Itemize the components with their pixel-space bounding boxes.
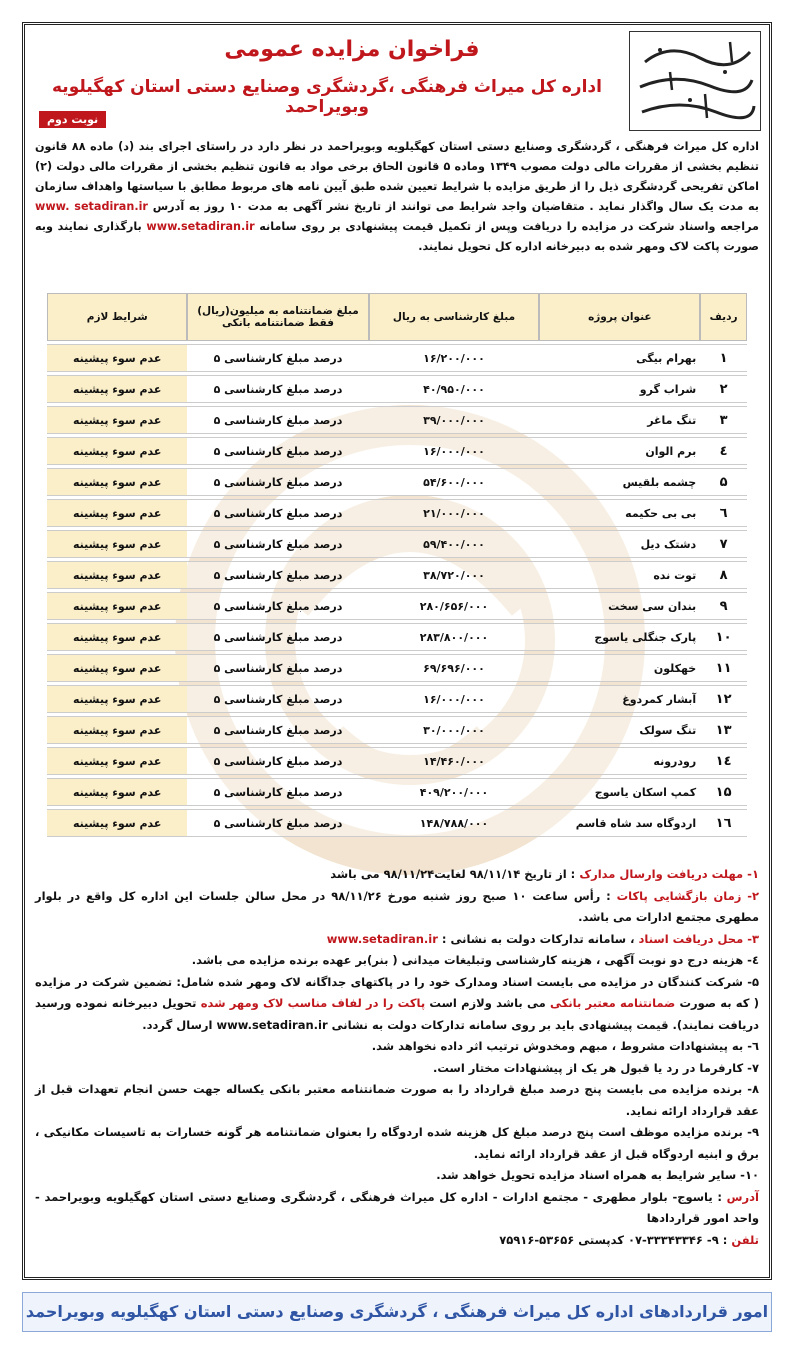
note-10: ۱۰- سایر شرایط به همراه اسناد مزایده تحویل خواهد شد. — [436, 1168, 759, 1182]
page-title: فراخوان مزایده عمومی — [224, 37, 480, 62]
intro-text-3: بارگذاری نمایند وبه صورت پاکت لاک ومهر شده به دبیرخانه اداره کل تحویل نمایند. — [35, 220, 759, 253]
cell-name: اردوگاه سد شاه قاسم — [539, 809, 700, 837]
ad-frame — [22, 22, 772, 1280]
cell-price: ۱۶/۰۰۰/۰۰۰ — [369, 685, 540, 713]
cell-idx: ٤ — [700, 437, 747, 465]
cell-cond: عدم سوء پیشینه — [47, 344, 187, 372]
cell-bond: درصد مبلغ کارشناسی ۵ — [187, 499, 368, 527]
intro-paragraph — [35, 137, 759, 257]
intro-text-2: مراجعه واسناد شرکت در مزایده را دریافت وپس از تکمیل قیمت پیشنهادی بر روی سامانه — [259, 220, 759, 233]
conditions-list — [35, 864, 759, 1251]
note-4: ٤- هزینه درج دو نوبت آگهی ، هزینه کارشناسی وتبلیغات میدانی ( بنر)بر عهده برنده مزایده می باشد. — [191, 953, 759, 967]
cell-name: بندان سی سخت — [539, 592, 700, 620]
cell-bond: درصد مبلغ کارشناسی ۵ — [187, 809, 368, 837]
note-3-text: ، سامانه تدارکات دولت به نشانی : — [441, 931, 635, 946]
cell-bond: درصد مبلغ کارشناسی ۵ — [187, 561, 368, 589]
cell-price: ۴۰/۹۵۰/۰۰۰ — [369, 375, 540, 403]
cell-cond: عدم سوء پیشینه — [47, 592, 187, 620]
table-row — [47, 778, 747, 806]
table-row — [47, 468, 747, 496]
cell-idx: ۱ — [700, 344, 747, 372]
cell-cond: عدم سوء پیشینه — [47, 809, 187, 837]
round-badge: نوبت دوم — [39, 111, 106, 128]
note-6: ٦- به پیشنهادات مشروط ، مبهم ومخدوش ترتیب اثر داده نخواهد شد. — [371, 1039, 759, 1053]
cell-idx: ۷ — [700, 530, 747, 558]
cell-idx: ۱۱ — [700, 654, 747, 682]
phone-label: تلفن — [731, 1232, 759, 1247]
note-3-label: ۳- محل دریافت اسناد — [638, 931, 759, 946]
cell-idx: ۱۳ — [700, 716, 747, 744]
cell-idx: ۱۰ — [700, 623, 747, 651]
cell-cond: عدم سوء پیشینه — [47, 468, 187, 496]
cell-cond: عدم سوء پیشینه — [47, 530, 187, 558]
cell-bond: درصد مبلغ کارشناسی ۵ — [187, 375, 368, 403]
cell-price: ۱۶/۰۰۰/۰۰۰ — [369, 437, 540, 465]
cell-name: تنگ ماغر — [539, 406, 700, 434]
table-row — [47, 406, 747, 434]
cell-bond: درصد مبلغ کارشناسی ۵ — [187, 747, 368, 775]
note-5-red-2: پاکت را در لفاف مناسب لاک ومهر شده — [200, 996, 426, 1010]
cell-price: ۳۹/۰۰۰/۰۰۰ — [369, 406, 540, 434]
table-row — [47, 530, 747, 558]
cell-bond: درصد مبلغ کارشناسی ۵ — [187, 530, 368, 558]
table-row — [47, 685, 747, 713]
note-1-text: : از تاریخ ۹۸/۱۱/۱۴ لغایت۹۸/۱۱/۲۴ می باشد — [330, 867, 576, 881]
note-5-link[interactable]: www.setadiran.ir — [216, 1017, 328, 1032]
cell-name: شراب گرو — [539, 375, 700, 403]
header-price: مبلغ کارشناسی به ریال — [369, 293, 540, 341]
note-5-d: ارسال گردد. — [142, 1017, 213, 1032]
table-row — [47, 809, 747, 837]
cell-name: بی بی حکیمه — [539, 499, 700, 527]
note-1 — [35, 864, 759, 886]
cell-price: ۲۸۳/۸۰۰/۰۰۰ — [369, 623, 540, 651]
address — [35, 1187, 759, 1230]
cell-price: ۵۹/۴۰۰/۰۰۰ — [369, 530, 540, 558]
header-cond: شرایط لازم — [47, 293, 187, 341]
phone — [35, 1230, 759, 1252]
cell-price: ۳۸/۷۲۰/۰۰۰ — [369, 561, 540, 589]
table-row — [47, 623, 747, 651]
table-row — [47, 437, 747, 465]
cell-idx: ۱۲ — [700, 685, 747, 713]
cell-price: ۲۱/۰۰۰/۰۰۰ — [369, 499, 540, 527]
cell-name: رودرونه — [539, 747, 700, 775]
table-row — [47, 561, 747, 589]
table-row — [47, 716, 747, 744]
cell-idx: ۱٦ — [700, 809, 747, 837]
cell-cond: عدم سوء پیشینه — [47, 685, 187, 713]
cell-name: کمپ اسکان یاسوج — [539, 778, 700, 806]
cell-bond: درصد مبلغ کارشناسی ۵ — [187, 437, 368, 465]
note-8: ۸- برنده مزایده می بایست پنج درصد مبلغ قرارداد را به صورت ضمانتنامه معتبر بانکی یکساله جهت حسن انجام تعهدات قبل از عقد قرارداد ارائه نماید. — [35, 1082, 759, 1118]
calligraphy-logo-icon — [630, 32, 760, 130]
cell-name: آبشار کمردوغ — [539, 685, 700, 713]
note-2 — [35, 886, 759, 929]
cell-cond: عدم سوء پیشینه — [47, 716, 187, 744]
cell-idx: ۸ — [700, 561, 747, 589]
cell-idx: ٦ — [700, 499, 747, 527]
cell-price: ۱۶/۲۰۰/۰۰۰ — [369, 344, 540, 372]
cell-bond: درصد مبلغ کارشناسی ۵ — [187, 592, 368, 620]
cell-price: ۴۰۹/۲۰۰/۰۰۰ — [369, 778, 540, 806]
organization-logo — [629, 31, 761, 131]
cell-price: ۳۰/۰۰۰/۰۰۰ — [369, 716, 540, 744]
auction-table — [47, 290, 747, 840]
cell-cond: عدم سوء پیشینه — [47, 375, 187, 403]
cell-name: تنگ سولک — [539, 716, 700, 744]
footer-banner: امور قراردادهای اداره کل میراث فرهنگی ، گردشگری وصنایع دستی استان کهگیلویه وبویراحمد — [22, 1292, 772, 1332]
header-idx: ردیف — [700, 293, 747, 341]
cell-idx: ۲ — [700, 375, 747, 403]
note-9: ۹- برنده مزایده موظف است پنج درصد مبلغ کل هزینه شده اردوگاه را بعنوان ضمانتنامه هر گونه خسارات به تاسیسات مکانیکی ، برق و ابنیه اردوگاه قبل از عقد قرارداد ارائه نماید. — [35, 1125, 759, 1161]
table-row — [47, 747, 747, 775]
phone-text: : ۹- ۳۳۳۴۳۳۴۶-۰۷ کدپستی ۵۳۶۵۶-۷۵۹۱۶ — [499, 1232, 728, 1247]
table-header-row — [47, 293, 747, 341]
address-label: آدرس — [726, 1189, 759, 1204]
header-name: عنوان پروژه — [539, 293, 700, 341]
cell-idx: ۹ — [700, 592, 747, 620]
cell-price: ۱۴/۴۶۰/۰۰۰ — [369, 747, 540, 775]
table-row — [47, 654, 747, 682]
cell-idx: ۱۵ — [700, 778, 747, 806]
table-row — [47, 592, 747, 620]
page-subtitle: اداره کل میراث فرهنگی ،گردشگری وصنایع دستی استان کهگیلویه وبویراحمد — [52, 77, 602, 117]
header-bond: مبلغ ضمانتنامه به میلیون(ریال) فقط ضمانتنامه بانکی — [187, 293, 368, 341]
note-3-link[interactable]: www.setadiran.ir — [326, 931, 438, 946]
table-body — [47, 344, 747, 837]
cell-bond: درصد مبلغ کارشناسی ۵ — [187, 685, 368, 713]
note-7: ۷- کارفرما در رد یا قبول هر یک از پیشنهادات مختار است. — [432, 1060, 759, 1075]
cell-idx: ۳ — [700, 406, 747, 434]
note-1-label: ۱- مهلت دریافت وارسال مدارک — [579, 867, 759, 881]
cell-bond: درصد مبلغ کارشناسی ۵ — [187, 623, 368, 651]
note-5-c: تحویل دبیرخانه نموده ورسید دریافت نمایند). قیمت پیشنهادی باید بر روی سامانه تدارکات دولت به نشانی — [35, 996, 759, 1032]
note-5-red-1: ضمانتنامه معتبر بانکی — [550, 996, 676, 1010]
header — [25, 25, 769, 135]
cell-idx: ۵ — [700, 468, 747, 496]
cell-bond: درصد مبلغ کارشناسی ۵ — [187, 468, 368, 496]
cell-bond: درصد مبلغ کارشناسی ۵ — [187, 778, 368, 806]
cell-price: ۲۸۰/۶۵۶/۰۰۰ — [369, 592, 540, 620]
cell-cond: عدم سوء پیشینه — [47, 654, 187, 682]
cell-price: ۵۴/۶۰۰/۰۰۰ — [369, 468, 540, 496]
intro-text-1: اداره کل میراث فرهنگی ، گردشگری وصنایع دستی استان کهگیلویه وبویراحمد در نظر دارد در راستای اجرای بند (د) ماده ۸۸ قانون تنظیم بخشی از مقررات مالی دولت مصوب ۱۳۴۹ وماده ۵ قانون الحاق برخی مواد به قانون تنظیم بخشی از مقررات مالی دولت (۲) اماکن تفریحی گردشگری ذیل را از طریق مزایده با شرایط تعیین شده طبق آیین نامه های مربوط مطابق با سیاستها واهداف سازمان به مدت یک سال واگذار نماید . متقاضیان واجد شرایط می توانند از تاریخ نشر آگهی به مدت ۱۰ روز به آدرس — [35, 140, 760, 213]
intro-link-1[interactable]: www. setadiran.ir — [35, 200, 148, 213]
table-row — [47, 499, 747, 527]
table-row — [47, 375, 747, 403]
cell-bond: درصد مبلغ کارشناسی ۵ — [187, 654, 368, 682]
cell-name: دشتک دیل — [539, 530, 700, 558]
note-5-b: می باشد ولازم است — [429, 996, 546, 1010]
cell-price: ۶۹/۶۹۶/۰۰۰ — [369, 654, 540, 682]
cell-cond: عدم سوء پیشینه — [47, 406, 187, 434]
cell-name: توت نده — [539, 561, 700, 589]
cell-name: برم الوان — [539, 437, 700, 465]
address-text: : یاسوج- بلوار مطهری - مجتمع ادارات - اداره کل میراث فرهنگی ، گردشگری وصنایع دستی استان کهگیلویه وبویراحمد - واحد امور قراردادها — [35, 1189, 759, 1225]
cell-bond: درصد مبلغ کارشناسی ۵ — [187, 344, 368, 372]
cell-cond: عدم سوء پیشینه — [47, 747, 187, 775]
note-5 — [35, 972, 759, 1037]
cell-cond: عدم سوء پیشینه — [47, 778, 187, 806]
cell-cond: عدم سوء پیشینه — [47, 437, 187, 465]
cell-bond: درصد مبلغ کارشناسی ۵ — [187, 716, 368, 744]
note-3 — [35, 929, 759, 951]
cell-bond: درصد مبلغ کارشناسی ۵ — [187, 406, 368, 434]
note-5-a: ۵- شرکت کنندگان در مزایده می بایست اسناد ومدارک خود را در پاکتهای جداگانه لاک ومهر شده شامل: تضمین شرکت در مزایده ( که به صورت — [35, 974, 759, 1010]
cell-name: بهرام بیگی — [539, 344, 700, 372]
cell-cond: عدم سوء پیشینه — [47, 499, 187, 527]
note-2-label: ۲- زمان بازگشایی پاکات — [616, 888, 760, 903]
cell-price: ۱۴۸/۷۸۸/۰۰۰ — [369, 809, 540, 837]
intro-link-2[interactable]: www.setadiran.ir — [146, 220, 255, 233]
cell-name: چشمه بلقیس — [539, 468, 700, 496]
cell-idx: ۱٤ — [700, 747, 747, 775]
cell-cond: عدم سوء پیشینه — [47, 623, 187, 651]
cell-name: خهکلون — [539, 654, 700, 682]
note-2-text: : رأس ساعت ۱۰ صبح روز شنبه مورخ ۹۸/۱۱/۲۶ در محل سالن جلسات این اداره کل واقع در بلوار مطهری مجتمع ادارات می باشد. — [35, 888, 759, 924]
cell-cond: عدم سوء پیشینه — [47, 561, 187, 589]
table-row — [47, 344, 747, 372]
cell-name: پارک جنگلی یاسوج — [539, 623, 700, 651]
